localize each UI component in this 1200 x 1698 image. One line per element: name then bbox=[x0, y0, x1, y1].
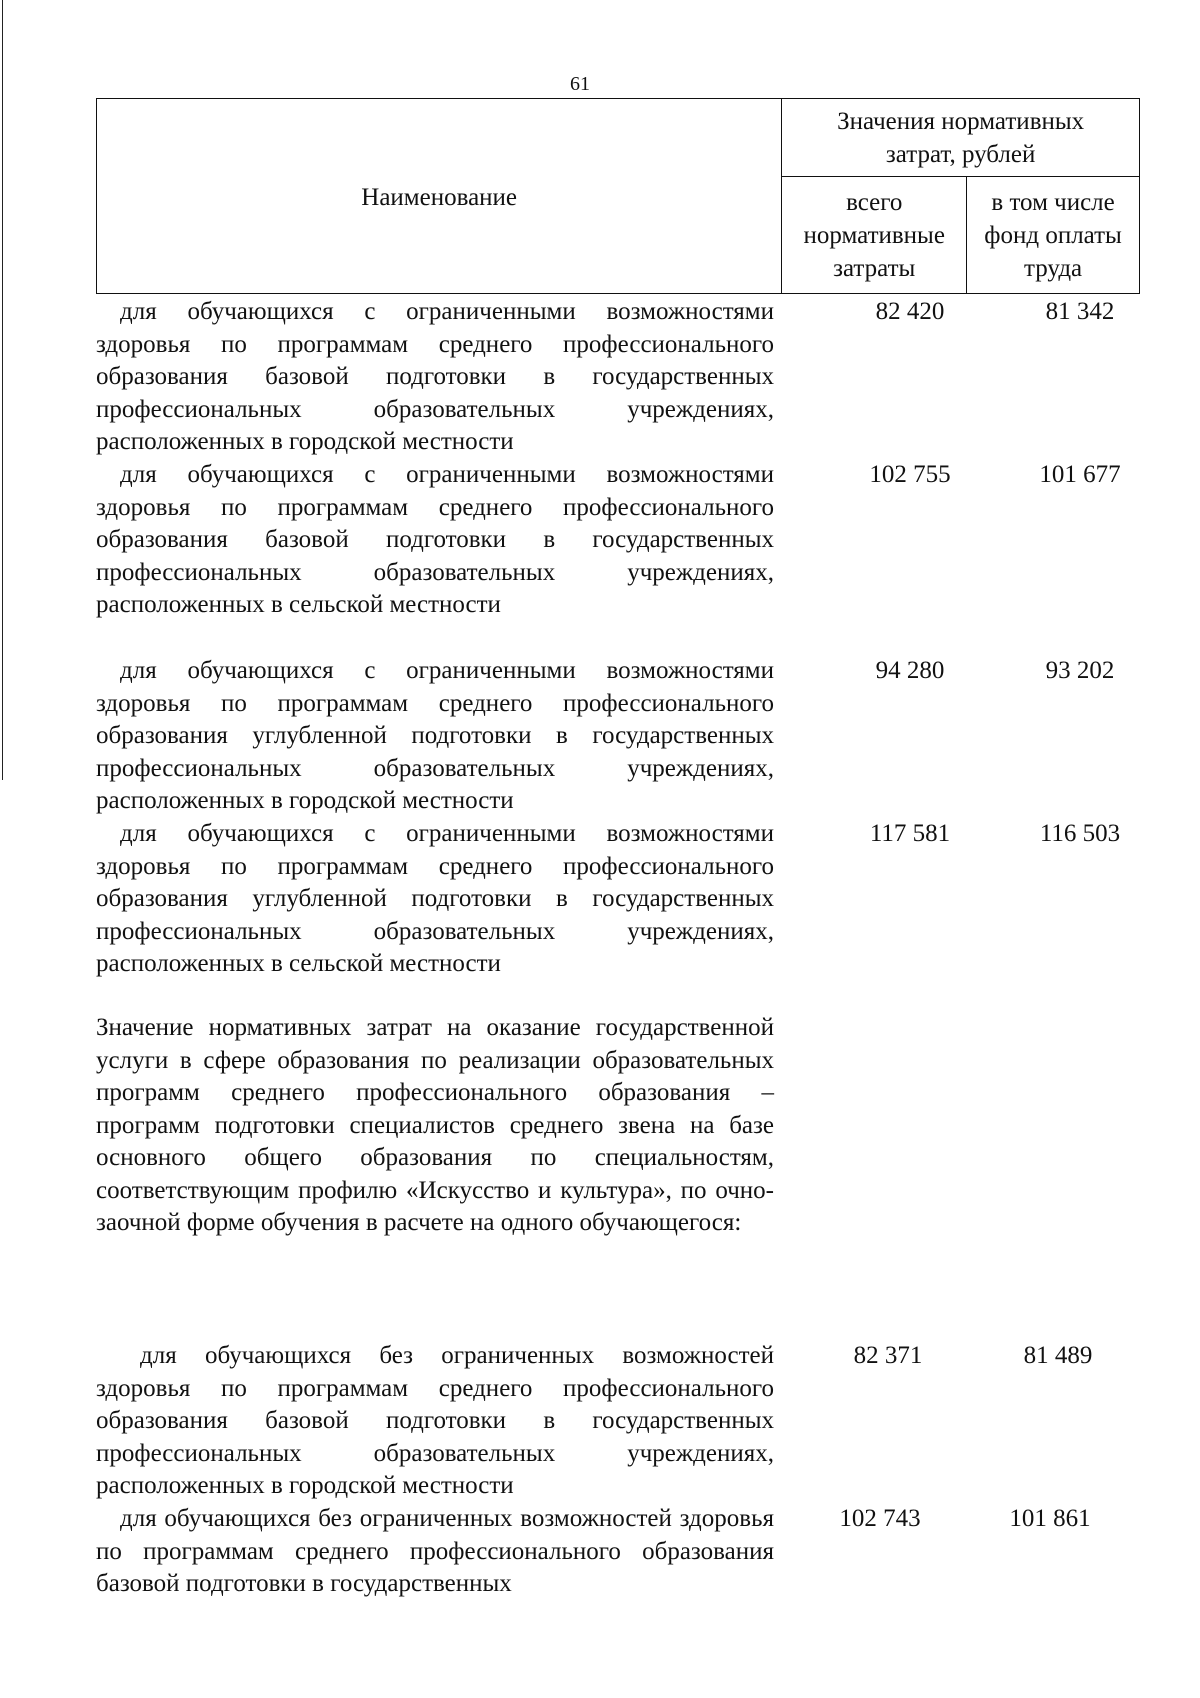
header-wage-column: в том числе фонд оплаты труда bbox=[967, 177, 1140, 294]
row-description: для обучающихся без ограниченных возможностей здоровья по программам среднего профессионального образования базовой подготовки в государственных профессиональных образовательных учреждениях, расположенных в городской местности bbox=[96, 1342, 774, 1499]
row-total-value: 94 280 bbox=[875, 657, 945, 684]
table-row bbox=[96, 655, 1140, 820]
table-row bbox=[96, 296, 1140, 456]
row-description: для обучающихся без ограниченных возможностей здоровья по программам среднего профессионального образования базовой подготовки в государственных bbox=[96, 1505, 774, 1597]
table-row bbox=[96, 818, 1140, 983]
row-description: для обучающихся с ограниченными возможностями здоровья по программам среднего профессионального образования углубленной подготовки в государственных профессиональных образовательных учреждениях, расположенных в городской местности bbox=[96, 657, 774, 814]
row-description: для обучающихся с ограниченными возможностями здоровья по программам среднего профессионального образования базовой подготовки в государственных профессиональных образовательных учреждениях, расположенных в городской местности bbox=[96, 298, 774, 455]
header-total-column: всего нормативные затраты bbox=[782, 177, 967, 294]
header-name-column: Наименование bbox=[97, 99, 782, 294]
table-header bbox=[96, 98, 1140, 294]
row-wage-value: 101 861 bbox=[1009, 1505, 1091, 1532]
section-heading-text: Значение нормативных затрат на оказание государственной услуги в сфере образования по реализации образовательных программ среднего профессионального образования – программ подготовки специалистов среднего звена на базе основного общего образования по специальностям, соответствующим профилю «Искусство и культура», по очно-заочной форме обучения в расчете на одного обучающегося: bbox=[96, 1014, 774, 1236]
row-wage-value: 93 202 bbox=[1045, 657, 1115, 684]
row-description: для обучающихся с ограниченными возможностями здоровья по программам среднего профессионального образования углубленной подготовки в государственных профессиональных образовательных учреждениях, расположенных в сельской местности bbox=[96, 820, 774, 977]
row-wage-value: 116 503 bbox=[1039, 820, 1121, 847]
page-number: 61 bbox=[570, 73, 590, 95]
row-total-value: 102 743 bbox=[839, 1505, 921, 1532]
row-total-value: 102 755 bbox=[869, 461, 951, 488]
header-values-group: Значения нормативных затрат, рублей bbox=[782, 99, 1140, 177]
row-wage-value: 81 489 bbox=[1023, 1342, 1093, 1369]
section-heading-row bbox=[96, 1012, 1140, 1307]
table-row bbox=[96, 459, 1140, 624]
row-wage-value: 101 677 bbox=[1039, 461, 1121, 488]
row-total-value: 82 420 bbox=[875, 298, 945, 325]
table-row bbox=[96, 1340, 1140, 1505]
row-total-value: 117 581 bbox=[869, 820, 951, 847]
row-wage-value: 81 342 bbox=[1045, 298, 1115, 325]
margin-rule bbox=[2, 0, 3, 780]
row-total-value: 82 371 bbox=[853, 1342, 923, 1369]
row-description: для обучающихся с ограниченными возможностями здоровья по программам среднего профессионального образования базовой подготовки в государственных профессиональных образовательных учреждениях, расположенных в сельской местности bbox=[96, 461, 774, 618]
table-row bbox=[96, 1503, 1140, 1603]
